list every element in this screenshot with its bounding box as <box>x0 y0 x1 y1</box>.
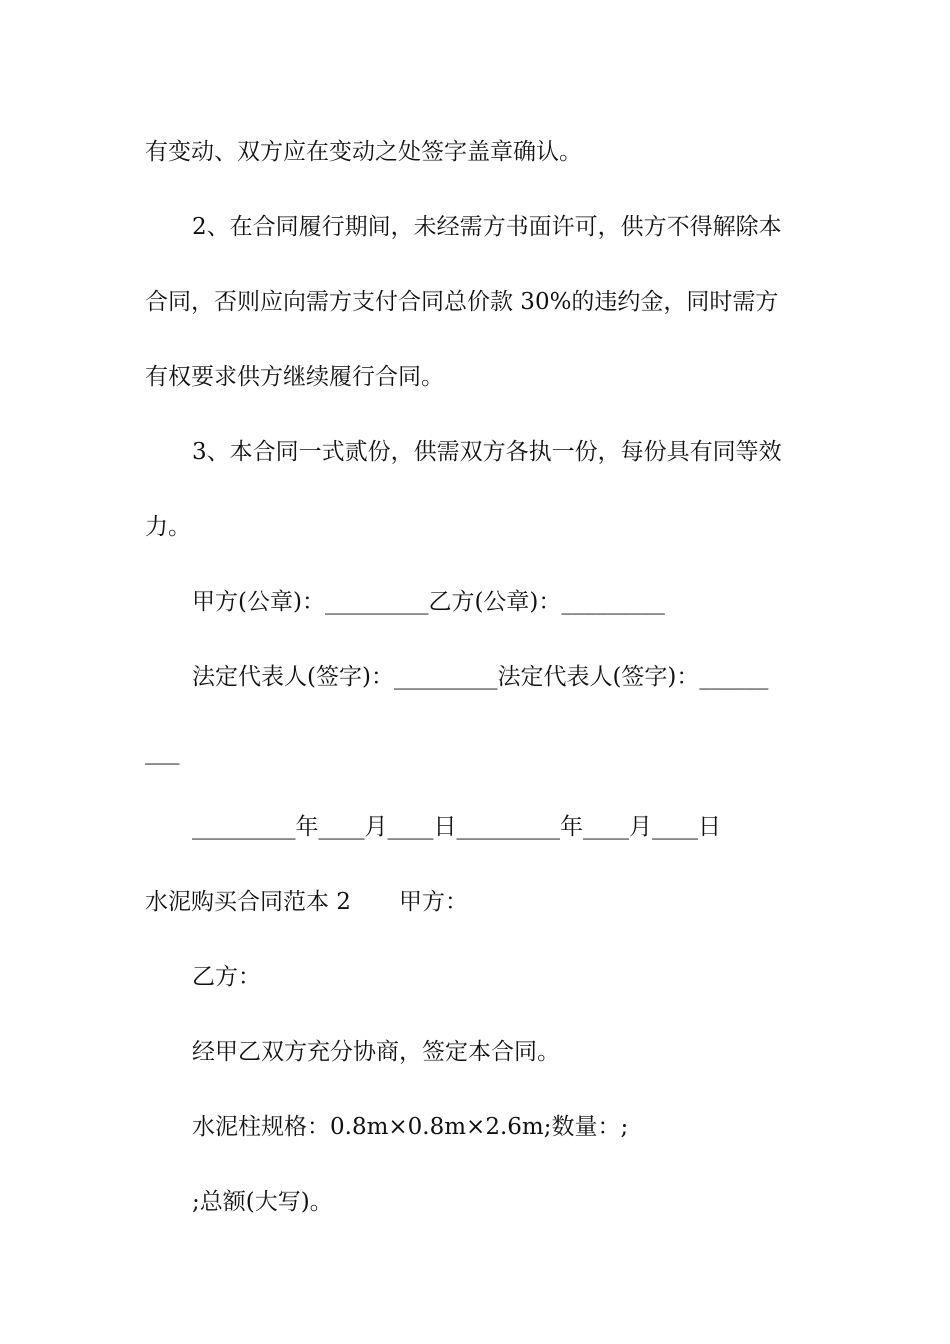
legal-rep-signature-line-wrap: ___ <box>145 739 180 765</box>
cement-column-spec: 水泥柱规格：0.8m×0.8m×2.6m;数量：; <box>192 1114 629 1140</box>
party-b-label: 乙方： <box>192 964 261 990</box>
contract-title-line <box>145 887 825 917</box>
clause-3-line-1: 3、本合同一式贰份，供需双方各执一份，每份具有同等效 <box>192 439 782 465</box>
clause-2-line-3: 有权要求供方继续履行合同。 <box>145 364 444 390</box>
clause-2-line-2: 合同，否则应向需方支付合同总价款 30%的违约金，同时需方 <box>145 289 779 315</box>
total-amount-line: ;总额(大写)。 <box>192 1189 333 1215</box>
date-line: _________年____月____日_________年____月____日 <box>192 814 721 840</box>
clause-2-line-1: 2、在合同履行期间，未经需方书面许可，供方不得解除本 <box>192 214 782 240</box>
party-seal-line: 甲方(公章)：_________乙方(公章)：_________ <box>192 589 665 615</box>
contract-title: 水泥购买合同范本 2 <box>145 889 351 915</box>
paragraph-1-continuation: 有变动、双方应在变动之处签字盖章确认。 <box>145 139 582 165</box>
party-a-label: 甲方： <box>398 889 468 915</box>
agreement-statement: 经甲乙双方充分协商，签定本合同。 <box>192 1039 560 1065</box>
clause-3-line-2: 力。 <box>145 514 191 540</box>
legal-rep-signature-line: 法定代表人(签字)：_________法定代表人(签字)：______ <box>192 664 769 690</box>
